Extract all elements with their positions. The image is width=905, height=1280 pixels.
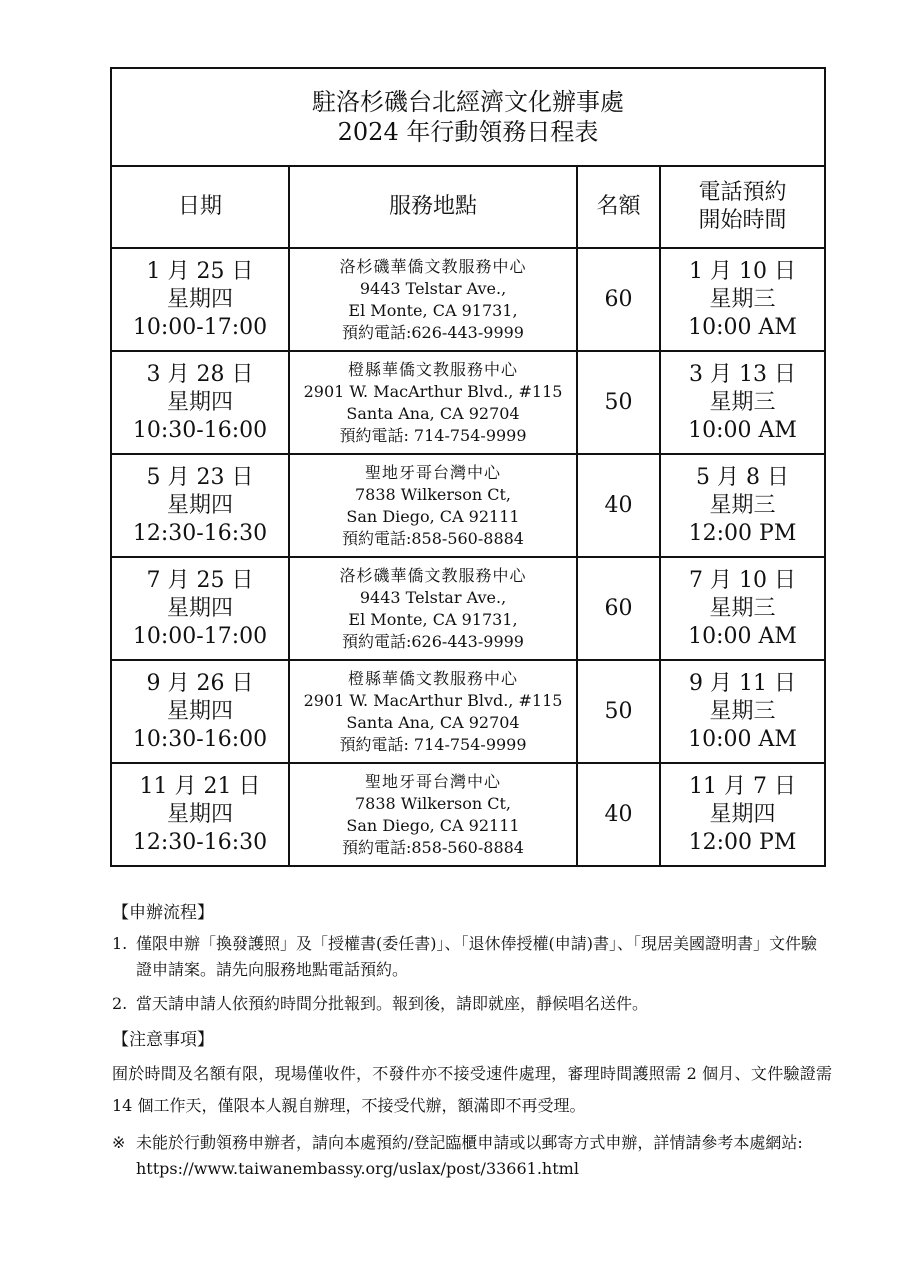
header-phone-line-1: 電話預約: [698, 180, 787, 205]
reservation-time: 10:00 AM: [688, 623, 797, 649]
service-date: 3 月 28 日: [146, 361, 254, 387]
location-cell: [289, 454, 577, 557]
reservation-time: 10:00 AM: [688, 726, 797, 752]
reservation-start-cell: [660, 248, 825, 351]
service-weekday: 星期四: [166, 698, 233, 724]
header-phone-line-2: 開始時間: [698, 208, 787, 233]
quota-cell: 50: [577, 660, 660, 763]
reservation-date: 7 月 10 日: [689, 567, 796, 593]
table-row: [111, 248, 825, 351]
service-date: 5 月 23 日: [146, 464, 254, 490]
service-weekday: 星期四: [166, 801, 233, 827]
process-item: [112, 931, 832, 983]
process-item-number: 1.: [112, 934, 128, 953]
remark-text: 未能於行動領務申辦者，請向本處預約/登記臨櫃申請或以郵寄方式申辦，詳情請參考本處網站: https://www.taiwanembassy.org/uslax/post/33661.html: [136, 1133, 803, 1178]
address-line-2: Santa Ana, CA 92704: [346, 403, 520, 423]
service-time: 10:00-17:00: [132, 623, 268, 649]
quota-cell: 40: [577, 454, 660, 557]
service-weekday: 星期四: [166, 286, 233, 312]
location-name: 聖地牙哥台灣中心: [364, 462, 501, 482]
service-time: 12:30-16:30: [132, 829, 268, 855]
header-location: 服務地點: [289, 166, 577, 248]
address-line-2: Santa Ana, CA 92704: [346, 712, 520, 732]
service-date: 7 月 25 日: [146, 567, 254, 593]
location-name: 聖地牙哥台灣中心: [364, 771, 501, 791]
address-line-1: 7838 Wilkerson Ct,: [354, 484, 511, 504]
table-row: [111, 351, 825, 454]
location-name: 洛杉磯華僑文教服務中心: [339, 256, 527, 276]
quota-cell: 50: [577, 351, 660, 454]
reservation-phone: 預約電話: 714-754-9999: [339, 425, 527, 445]
quota-cell: 40: [577, 763, 660, 866]
location-cell: [289, 248, 577, 351]
reservation-time: 10:00 AM: [688, 417, 797, 443]
header-row: [111, 166, 825, 248]
date-cell: [111, 454, 289, 557]
notice-heading: 【注意事項】: [112, 1030, 214, 1050]
service-weekday: 星期四: [166, 389, 233, 415]
location-cell: [289, 351, 577, 454]
reservation-phone: 預約電話:626-443-9999: [341, 322, 524, 342]
reservation-time: 12:00 PM: [688, 829, 797, 855]
reservation-phone: 預約電話:626-443-9999: [341, 631, 524, 651]
reservation-date: 11 月 7 日: [689, 773, 796, 799]
quota-cell: 60: [577, 557, 660, 660]
reservation-phone: 預約電話:858-560-8884: [341, 528, 524, 548]
remark: [112, 1130, 832, 1182]
process-item-text: 僅限申辦「換發護照」及「授權書(委任書)」、「退休俸授權(申請)書」、「現居美國證明書」文件驗證申請案。請先向服務地點電話預約。: [136, 934, 817, 979]
service-date: 1 月 25 日: [146, 258, 254, 284]
address-line-1: 9443 Telstar Ave.,: [359, 587, 507, 607]
table-row: [111, 454, 825, 557]
reservation-time: 10:00 AM: [688, 314, 797, 340]
header-date: 日期: [111, 166, 289, 248]
location-name: 洛杉磯華僑文教服務中心: [339, 565, 527, 585]
reservation-start-cell: [660, 763, 825, 866]
reservation-date: 5 月 8 日: [696, 464, 789, 490]
reservation-weekday: 星期三: [709, 698, 776, 724]
location-name: 橙縣華僑文教服務中心: [347, 668, 518, 688]
address-line-2: San Diego, CA 92111: [346, 815, 520, 835]
process-item-number: 2.: [112, 994, 128, 1013]
date-cell: [111, 351, 289, 454]
reservation-weekday: 星期三: [709, 389, 776, 415]
process-heading: 【申辦流程】: [112, 903, 214, 923]
service-weekday: 星期四: [166, 595, 233, 621]
reservation-time: 12:00 PM: [688, 520, 797, 546]
location-cell: [289, 660, 577, 763]
process-item: [112, 991, 832, 1017]
reservation-weekday: 星期三: [709, 595, 776, 621]
reservation-phone: 預約電話: 714-754-9999: [339, 734, 527, 754]
reservation-phone: 預約電話:858-560-8884: [341, 837, 524, 857]
reservation-start-cell: [660, 454, 825, 557]
address-line-1: 9443 Telstar Ave.,: [359, 278, 507, 298]
reservation-weekday: 星期三: [709, 286, 776, 312]
reservation-start-cell: [660, 557, 825, 660]
header-phone-start: [660, 166, 825, 248]
date-cell: [111, 763, 289, 866]
notice-text: 囿於時間及名額有限，現場僅收件，不發件亦不接受速件處理，審理時間護照需 2 個月、文件驗證需 14 個工作天，僅限本人親自辦理，不接受代辦，額滿即不再受理。: [112, 1064, 832, 1115]
table-row: [111, 763, 825, 866]
date-cell: [111, 248, 289, 351]
date-cell: [111, 557, 289, 660]
reservation-start-cell: [660, 660, 825, 763]
address-line-2: El Monte, CA 91731,: [348, 609, 518, 629]
quota-cell: 60: [577, 248, 660, 351]
table-row: [111, 660, 825, 763]
reference-mark-icon: ※: [112, 1133, 126, 1152]
schedule-table: [110, 67, 826, 867]
reservation-weekday: 星期三: [709, 492, 776, 518]
location-name: 橙縣華僑文教服務中心: [347, 359, 518, 379]
table-title: [111, 68, 825, 166]
service-time: 10:00-17:00: [132, 314, 268, 340]
reservation-date: 1 月 10 日: [689, 258, 796, 284]
title-line-1: 駐洛杉磯台北經濟文化辦事處: [312, 88, 624, 116]
address-line-2: El Monte, CA 91731,: [348, 300, 518, 320]
notes-section: [112, 898, 832, 1182]
reservation-weekday: 星期四: [709, 801, 776, 827]
address-line-1: 7838 Wilkerson Ct,: [354, 793, 511, 813]
location-cell: [289, 763, 577, 866]
reservation-start-cell: [660, 351, 825, 454]
service-time: 10:30-16:00: [132, 417, 268, 443]
reservation-date: 3 月 13 日: [689, 361, 796, 387]
address-line-1: 2901 W. MacArthur Blvd., #115: [303, 381, 563, 401]
service-date: 11 月 21 日: [139, 773, 261, 799]
address-line-2: San Diego, CA 92111: [346, 506, 520, 526]
address-line-1: 2901 W. MacArthur Blvd., #115: [303, 690, 563, 710]
reservation-date: 9 月 11 日: [689, 670, 796, 696]
service-time: 12:30-16:30: [132, 520, 268, 546]
location-cell: [289, 557, 577, 660]
service-weekday: 星期四: [166, 492, 233, 518]
service-date: 9 月 26 日: [146, 670, 254, 696]
date-cell: [111, 660, 289, 763]
table-row: [111, 557, 825, 660]
process-item-text: 當天請申請人依預約時間分批報到。報到後，請即就座，靜候唱名送件。: [136, 994, 649, 1013]
header-quota: 名額: [577, 166, 660, 248]
service-time: 10:30-16:00: [132, 726, 268, 752]
title-line-2: 2024 年行動領務日程表: [337, 118, 599, 146]
